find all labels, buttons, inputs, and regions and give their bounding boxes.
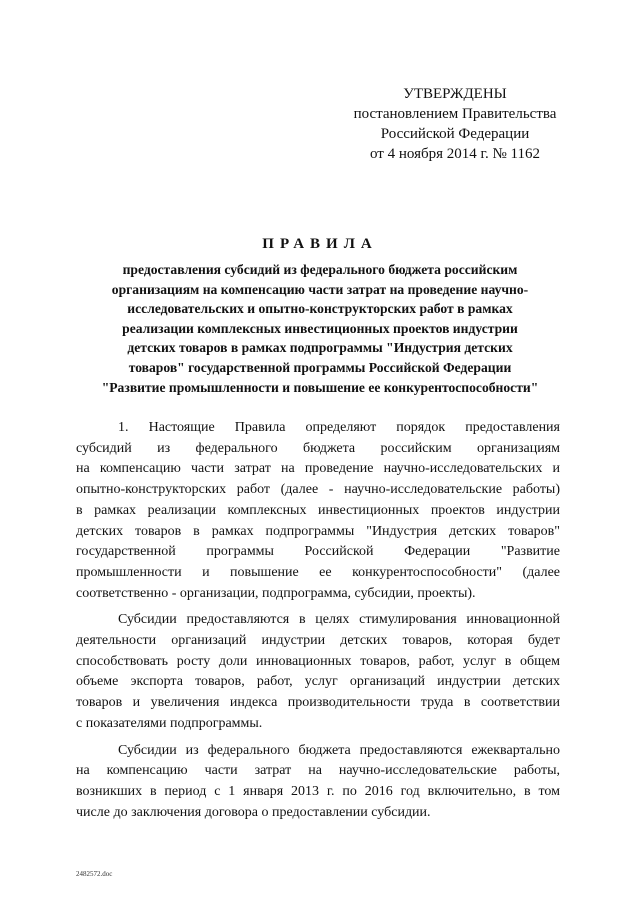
- paragraph-line: субсидий из федерального бюджета российским организациям: [76, 440, 560, 456]
- subtitle-line: предоставления субсидий из федерального бюджета российским: [122, 262, 518, 277]
- subtitle-line: реализации комплексных инвестиционных проектов индустрии: [122, 320, 518, 336]
- subtitle-line: исследовательских и опытно-конструкторских работ в рамках: [127, 301, 513, 317]
- approval-date-number: от 4 ноября 2014 г. № 1162: [370, 146, 540, 162]
- paragraph-line: с показателями подпрограммы.: [76, 715, 263, 731]
- paragraph-line: товаров и увеличения индекса производительности труда в соответствии: [76, 695, 560, 711]
- approval-block: [330, 84, 580, 164]
- paragraph-line: способствовать росту доли инновационных товаров, работ, услуг в общем: [76, 653, 560, 669]
- paragraph-2: [76, 610, 560, 734]
- subtitle-line: организациям на компенсацию части затрат на проведение научно-: [111, 281, 529, 297]
- approval-line: постановлением Правительства: [353, 106, 557, 122]
- subtitle-line: детских товаров в рамках подпрограммы "Индустрия детских: [127, 340, 513, 356]
- paragraph-line: возникших в период с 1 января 2013 г. по 2016 год включительно, в том: [76, 783, 560, 799]
- paragraph-line: Субсидии из федерального бюджета предоставляются ежеквартально: [118, 742, 560, 758]
- paragraph-line: числе до заключения договора о предоставлении субсидии.: [76, 804, 431, 820]
- approval-heading: УТВЕРЖДЕНЫ: [403, 86, 507, 102]
- paragraph-line: Субсидии предоставляются в целях стимулирования инновационной: [118, 612, 560, 628]
- paragraph-1: [76, 418, 560, 604]
- subtitle-line: товаров" государственной программы Российской Федерации: [128, 359, 512, 375]
- approval-line: Российской Федерации: [380, 126, 530, 142]
- paragraph-line: промышленности и повышение ее конкурентоспособности" (далее: [76, 564, 560, 580]
- paragraph-line: объеме экспорта товаров, работ, услуг организаций индустрии детских: [76, 674, 560, 690]
- paragraph-line: 1. Настоящие Правила определяют порядок предоставления: [118, 420, 560, 435]
- paragraph-line: государственной программы Российской Федерации "Развитие: [76, 544, 560, 560]
- paragraph-line: в рамках реализации комплексных инвестиционных проектов индустрии: [76, 502, 560, 518]
- paragraph-line: детских товаров в рамках подпрограммы "Индустрия детских товаров": [76, 523, 560, 539]
- paragraph-line: опытно-конструкторских работ (далее - научно-исследовательские работы): [76, 482, 560, 498]
- paragraph-line: на компенсацию части затрат на проведение научно-исследовательских и: [76, 461, 560, 477]
- file-name-footer: 2482572.doc: [76, 870, 113, 878]
- document-subtitle: [55, 260, 585, 397]
- paragraph-line: на компенсацию части затрат на научно-исследовательские работы,: [76, 763, 560, 779]
- subtitle-line: "Развитие промышленности и повышение ее конкурентоспособности": [101, 379, 539, 395]
- document-title: ПРАВИЛА: [262, 236, 378, 252]
- paragraph-line: соответственно - организации, подпрограмма, субсидии, проекты).: [76, 585, 476, 601]
- document-body: [76, 418, 560, 829]
- paragraph-3: [76, 741, 560, 824]
- paragraph-line: деятельности организаций индустрии детских товаров, которая будет: [76, 633, 560, 649]
